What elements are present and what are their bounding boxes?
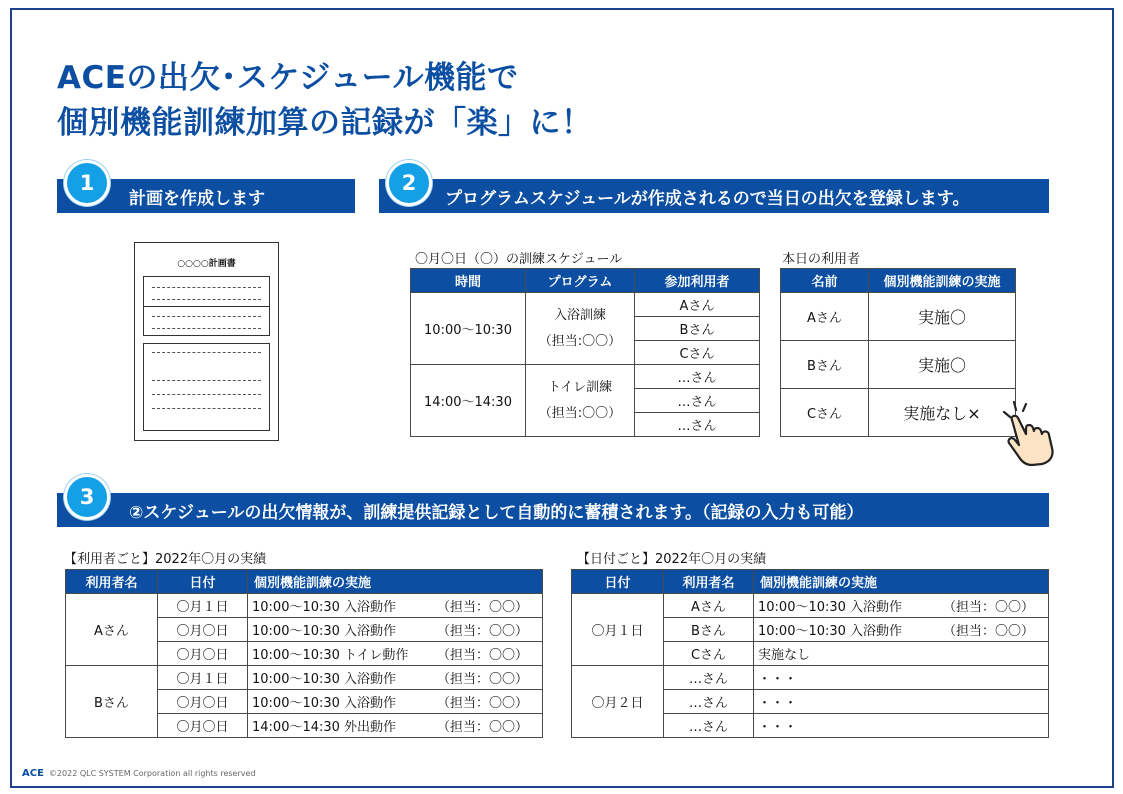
by-date-record (754, 642, 1049, 666)
schedule-program-staff: （担当:〇〇） (538, 405, 622, 421)
step2-label: プログラムスケジュールが作成されるので当日の出欠を登録します。 (445, 188, 970, 209)
schedule-participant: Bさん (635, 317, 760, 341)
attendance-header-name: 名前 (781, 269, 869, 293)
attendance-status-toggle[interactable]: 実施〇 (869, 293, 1016, 341)
plan-document-box-bottom (143, 343, 270, 431)
by-date-header-user: 利用者名 (664, 570, 754, 594)
step2-banner (379, 179, 1049, 213)
by-user-table (65, 569, 543, 738)
record-staff: （担当：〇〇） (436, 720, 528, 735)
schedule-time: 10:00～10:30 (411, 293, 526, 365)
page-title-line2: 個別機能訓練加算の記録が「楽」に！ (57, 105, 593, 141)
by-user-record (248, 690, 543, 714)
by-date-record (754, 690, 1049, 714)
plan-document-line (152, 352, 261, 353)
click-spark (1023, 404, 1026, 411)
plan-document-line (152, 408, 261, 409)
by-user-date: 〇月１日 (158, 666, 248, 690)
by-date-table (571, 569, 1049, 738)
schedule-header-time: 時間 (411, 269, 526, 293)
record-detail: ・・・ (758, 672, 798, 687)
record-detail: 10:00～10:30 入浴動作 (252, 672, 397, 687)
schedule-program-name: トイレ訓練 (547, 379, 613, 395)
by-date-date: 〇月１日 (572, 594, 664, 666)
step2-number: 2 (386, 160, 432, 206)
attendance-caption: 本日の利用者 (782, 252, 861, 267)
schedule-table (410, 268, 760, 437)
record-detail: 10:00～10:30 トイレ動作 (252, 648, 409, 663)
step3-label: ②スケジュールの出欠情報が、訓練提供記録として自動的に蓄積されます。（記録の入力も可能） (129, 502, 864, 523)
by-user-date: 〇月〇日 (158, 690, 248, 714)
record-staff: （担当：〇〇） (942, 600, 1034, 615)
by-user-date: 〇月１日 (158, 594, 248, 618)
plan-document-line (152, 380, 261, 381)
schedule-participant: Aさん (635, 293, 760, 317)
record-staff: （担当：〇〇） (436, 624, 528, 639)
record-staff: （担当：〇〇） (436, 672, 528, 687)
record-detail: 10:00～10:30 入浴動作 (758, 600, 903, 615)
plan-document-line (152, 328, 261, 329)
by-user-record (248, 618, 543, 642)
by-user-header-user: 利用者名 (66, 570, 158, 594)
by-date-user: Bさん (664, 618, 754, 642)
record-staff: （担当：〇〇） (436, 600, 528, 615)
by-date-record (754, 714, 1049, 738)
plan-document-divider (143, 306, 270, 336)
plan-document-line (152, 316, 261, 317)
click-spark (1004, 412, 1010, 417)
attendance-status-toggle[interactable]: 実施〇 (869, 341, 1016, 389)
by-date-user: …さん (664, 714, 754, 738)
step1-number: 1 (64, 160, 110, 206)
by-date-record (754, 618, 1049, 642)
step3-number: 3 (64, 474, 110, 520)
schedule-program (526, 293, 635, 365)
by-user-caption: 【利用者ごと】2022年〇月の実績 (64, 552, 267, 567)
schedule-participant: …さん (635, 413, 760, 437)
step1-label: 計画を作成します (129, 188, 265, 209)
by-date-user: Aさん (664, 594, 754, 618)
click-spark (1014, 402, 1016, 410)
by-user-date: 〇月〇日 (158, 714, 248, 738)
by-date-caption: 【日付ごと】2022年〇月の実績 (577, 552, 767, 567)
record-detail: 10:00～10:30 入浴動作 (252, 600, 397, 615)
record-detail: 10:00～10:30 入浴動作 (758, 624, 903, 639)
schedule-participant: …さん (635, 365, 760, 389)
by-user-record (248, 666, 543, 690)
by-user-name: Bさん (66, 666, 158, 738)
step3-banner (57, 493, 1049, 527)
plan-document-line (152, 394, 261, 395)
schedule-program-staff: （担当:〇〇） (538, 333, 622, 349)
pointing-hand-icon (998, 398, 1060, 468)
by-user-date: 〇月〇日 (158, 618, 248, 642)
by-user-record (248, 642, 543, 666)
by-date-header-detail: 個別機能訓練の実施 (754, 570, 1049, 594)
record-staff: （担当：〇〇） (436, 696, 528, 711)
record-detail: ・・・ (758, 720, 798, 735)
by-user-record (248, 594, 543, 618)
by-date-record (754, 594, 1049, 618)
record-detail: 14:00～14:30 外出動作 (252, 720, 397, 735)
schedule-program-name: 入浴訓練 (553, 307, 606, 323)
plan-document-icon (134, 242, 279, 441)
record-detail: 10:00～10:30 入浴動作 (252, 696, 397, 711)
plan-document-line (152, 299, 261, 300)
by-date-user: …さん (664, 690, 754, 714)
by-user-date: 〇月〇日 (158, 642, 248, 666)
page-title-line1: ACEの出欠･スケジュール機能で (57, 60, 519, 96)
schedule-caption: 〇月〇日（〇）の訓練スケジュール (415, 252, 623, 267)
schedule-participant: Cさん (635, 341, 760, 365)
attendance-status-toggle[interactable]: 実施なし× (869, 389, 1016, 437)
record-detail: ・・・ (758, 696, 798, 711)
schedule-participant: …さん (635, 389, 760, 413)
record-staff: （担当：〇〇） (942, 624, 1034, 639)
copyright: ©2022 QLC SYSTEM Corporation all rights reserved (48, 769, 256, 778)
plan-document-title: ○○○○計画書 (177, 259, 236, 269)
schedule-program (526, 365, 635, 437)
plan-document-line (152, 287, 261, 288)
attendance-table (780, 268, 1016, 437)
hand-shape (1009, 416, 1053, 465)
record-detail: 実施なし (758, 648, 811, 663)
by-date-user: …さん (664, 666, 754, 690)
by-user-header-detail: 個別機能訓練の実施 (248, 570, 543, 594)
record-staff: （担当：〇〇） (436, 648, 528, 663)
record-detail: 10:00～10:30 入浴動作 (252, 624, 397, 639)
attendance-name: Aさん (781, 293, 869, 341)
schedule-time: 14:00～14:30 (411, 365, 526, 437)
attendance-name: Bさん (781, 341, 869, 389)
schedule-header-program: プログラム (526, 269, 635, 293)
attendance-name: Cさん (781, 389, 869, 437)
by-user-record (248, 714, 543, 738)
by-date-record (754, 666, 1049, 690)
attendance-header-status: 個別機能訓練の実施 (869, 269, 1016, 293)
ace-logo: ACE (22, 768, 44, 779)
by-user-header-date: 日付 (158, 570, 248, 594)
by-date-header-date: 日付 (572, 570, 664, 594)
by-date-user: Cさん (664, 642, 754, 666)
footer (22, 768, 255, 779)
schedule-header-participants: 参加利用者 (635, 269, 760, 293)
by-user-name: Aさん (66, 594, 158, 666)
by-date-date: 〇月２日 (572, 666, 664, 738)
